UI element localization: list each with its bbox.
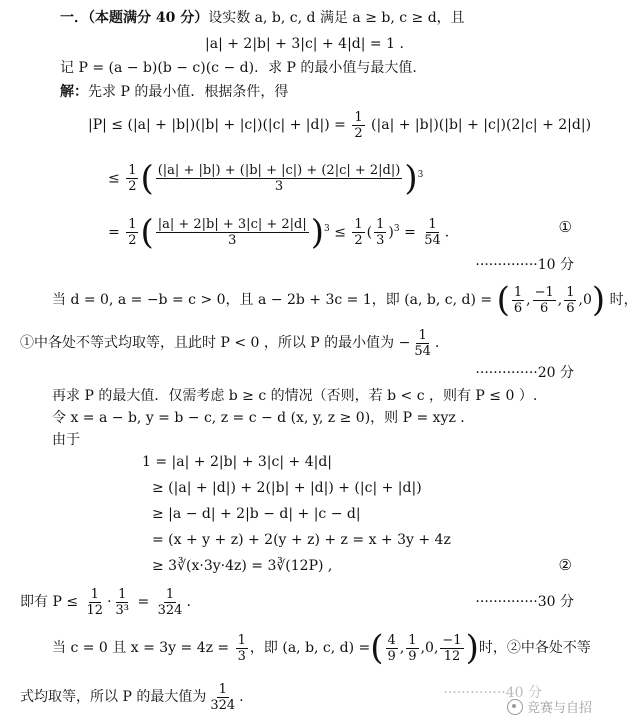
case2-line2: 式均取等，所以 P 的最大值为 $\frac{1}{324}$ . (20, 681, 244, 713)
watermark (507, 697, 592, 716)
result-frac-1: $\frac{1}{12}$ (86, 586, 104, 618)
left-paren-3: ( (140, 212, 154, 253)
tuple2-item-1: $\frac{4}{9}$ (387, 632, 396, 664)
inequality-line-2 (108, 150, 423, 204)
watermark-text: 竞赛与自招 (526, 701, 592, 716)
case2-text: 当 c = 0 且 x = 3y = 4z = (52, 640, 230, 656)
right-paren-4: ) (388, 224, 394, 241)
case1-line2-text: ①中各处不等式均取等，且此时 P < 0 ，所以 P 的最小值为 − (20, 335, 411, 351)
marker-1: ① (558, 218, 572, 236)
ineq1-rhs: (|a| + |b|)(|b| + |c|)(2|c| + 2|d|) (371, 117, 592, 133)
score-20: ··············20 分 (475, 365, 574, 381)
score-10: ··············10 分 (475, 257, 574, 273)
result-period: . (186, 594, 191, 610)
case1-tail: 时， (609, 292, 638, 308)
tuple2-item-2: $\frac{1}{9}$ (408, 632, 417, 664)
half-fraction-3: $\frac{1}{2}$ (128, 217, 137, 249)
chain-line-2: ≥ (|a| + |d|) + 2(|b| + |d|) + (|c| + |d|) (152, 480, 422, 496)
leq-sign: ≤ (334, 224, 346, 241)
left-paren: ( (140, 158, 154, 199)
case2-line: 当 c = 0 且 x = 3y = 4z = $\frac{1}{3}$ ，即 (a, b, c, d) =( $\frac{4}{9}$ , $\frac{1}{9}$ ,0, $\frac{-1}{12}$ )时，②中各处不等 (52, 628, 591, 668)
result-frac-2: $\frac{1}{\text{3³}}$ (115, 586, 129, 618)
sum-fraction: $\frac{|a| + 2|b| + 3|c| + 2|d|}{3}$ (157, 217, 307, 249)
min-value-fraction: $\frac{1}{54}$ (424, 217, 441, 249)
case2-tail: 时，②中各处不等 (478, 640, 591, 656)
problem-statement: 设实数 a, b, c, d 满足 a ≥ b, c ≥ d，且 (208, 10, 465, 26)
definition-line: 记 P = (a − b)(b − c)(c − d)．求 P 的最小值与最大值. (60, 60, 417, 76)
tuple-item-3: $\frac{1}{6}$ (566, 284, 575, 316)
substitution-line: 令 x = a − b, y = b − c, z = c − d (x, y, z ≥ 0)，则 P = xyz . (52, 410, 465, 426)
score-30: ··············30 分 (475, 594, 574, 610)
wechat-icon (507, 699, 523, 715)
result-value: $\frac{1}{324}$ (157, 586, 183, 618)
case1-line2: ①中各处不等式均取等，且此时 P < 0 ，所以 P 的最小值为 − $\frac{1}{54}$ . (20, 327, 440, 359)
tuple-item-4: 0 (582, 292, 592, 308)
case1-text: 当 d = 0, a = −b = c > 0，且 a − 2b + 3c = 1，即 (a, b, c, d) = (52, 292, 493, 308)
solution-label: 解： (60, 84, 88, 100)
right-paren-3: ) (310, 212, 324, 253)
since-label: 由于 (52, 432, 80, 448)
ineq1-lhs: |P| ≤ (|a| + |b|)(|b| + |c|)(|c| + |d|) = (88, 117, 346, 133)
cube-exponent: 3 (417, 170, 424, 180)
left-paren-4: ( (366, 224, 373, 241)
tuple-open: ( (496, 280, 510, 320)
half-fraction: $\frac{1}{2}$ (354, 109, 363, 141)
result-equals: = (137, 594, 150, 610)
chain-line-4: = (x + y + z) + 2(y + z) + z = x + 3y + 4z (152, 532, 451, 548)
period: . (444, 224, 450, 241)
case1-line: 当 d = 0, a = −b = c > 0，且 a − 2b + 3c = 1，即 (a, b, c, d) = ( $\frac{1}{6}$ , $\frac{-1}{6}$ , $\frac{1}{6}$ ,0) 时， (52, 280, 638, 320)
third-fraction: $\frac{1}{3}$ (376, 217, 385, 249)
ineq3-prefix: = (108, 224, 120, 241)
min-result-fraction: $\frac{1}{54}$ (414, 327, 431, 359)
chain-line-3: ≥ |a − d| + 2|b − d| + |c − d| (152, 506, 361, 522)
case2-line2-text: 式均取等，所以 P 的最大值为 (20, 689, 207, 705)
ineq2-prefix: ≤ (108, 170, 120, 187)
chain-line-1: 1 = |a| + 2|b| + 3|c| + 4|d| (142, 454, 332, 470)
result-line (20, 582, 191, 622)
equals-sign: = (404, 224, 416, 241)
solution-intro-text: 先求 P 的最小值．根据条件，得 (88, 84, 289, 100)
problem-header (60, 8, 465, 28)
half-fraction-4: $\frac{1}{2}$ (354, 217, 363, 249)
cube-exponent-4: 3 (393, 224, 400, 234)
tuple-item-1: $\frac{1}{6}$ (513, 284, 523, 316)
tuple-item-2: $\frac{-1}{6}$ (534, 284, 554, 316)
tuple2-item-4: $\frac{-1}{12}$ (442, 632, 462, 664)
marker-2: ② (558, 556, 572, 574)
constraint-equation: |a| + 2|b| + 3|c| + 4|d| = 1 . (205, 36, 404, 52)
right-paren: ) (404, 158, 418, 199)
result-dot: · (107, 594, 112, 610)
amgm-fraction: $\frac{(|a| + |b|) + (|b| + |c|) + (2|c| + 2|d|)}{3}$ (157, 163, 401, 195)
max-intro: 再求 P 的最大值．仅需考虑 b ≥ c 的情况（否则，若 b < c ，则有 P ≤ 0 ）. (52, 388, 538, 404)
half-fraction-2: $\frac{1}{2}$ (128, 163, 137, 195)
problem-heading: 一．（本题满分 40 分） (60, 10, 209, 26)
tuple2-open: ( (370, 628, 384, 668)
case2-mid: ，即 (a, b, c, d) = (249, 640, 371, 656)
case2-fraction: $\frac{1}{3}$ (237, 632, 246, 664)
chain-line-5: ≥ 3∛(x·3y·4z) = 3∛(12P) , (152, 558, 333, 574)
inequality-line-1 (88, 108, 591, 142)
score-40: ··············40 分 (443, 685, 542, 701)
inequality-line-3 (108, 206, 449, 256)
solution-intro (60, 82, 288, 102)
tuple2-item-3: 0 (425, 640, 434, 656)
result-prefix: 即有 P ≤ (20, 594, 79, 610)
max-value-fraction: $\frac{1}{324}$ (210, 681, 236, 713)
tuple-close: ) (591, 280, 606, 320)
cube-exponent-3: 3 (324, 224, 330, 234)
tuple2-close: ) (465, 628, 479, 668)
